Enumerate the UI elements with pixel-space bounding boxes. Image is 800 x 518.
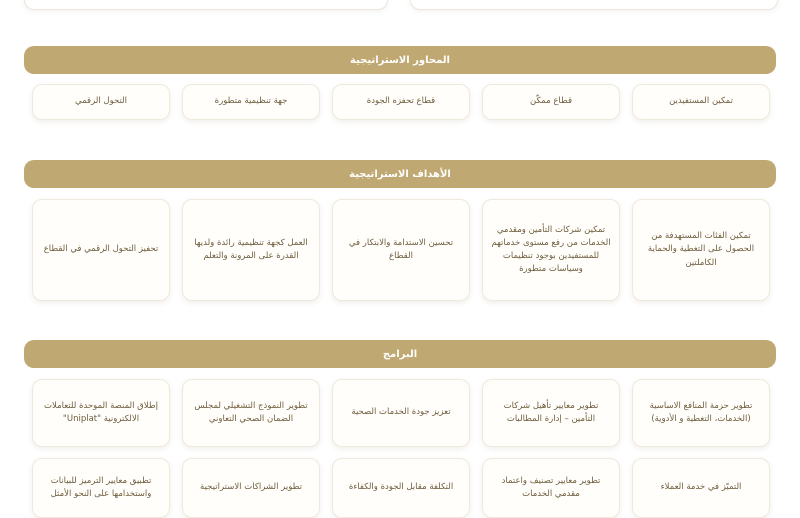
goal-card-3: تحسين الاستدامة والابتكار في القطاع	[332, 199, 470, 301]
top-card-left	[24, 0, 388, 10]
program-card-6: التميّز في خدمة العملاء	[632, 458, 770, 518]
section-title-programs: البرامج	[382, 348, 418, 360]
axis-card-5: التحول الرقمي	[32, 84, 170, 120]
axis-card-4: جهة تنظيمية متطورة	[182, 84, 320, 120]
program-card-7: تطوير معايير تصنيف واعتماد مقدمي الخدمات	[482, 458, 620, 518]
program-card-3: تعزيز جودة الخدمات الصحية	[332, 379, 470, 447]
top-card-right	[410, 0, 778, 10]
goal-card-4: العمل كجهة تنظيمية رائدة ولديها القدرة على المرونة والتعلم	[182, 199, 320, 301]
goal-card-2: تمكين شركات التأمين ومقدمي الخدمات من رفع مستوى خدماتهم للمستفيدين بوجود تنظيمات وسياسات متطورة	[482, 199, 620, 301]
program-card-8: التكلفة مقابل الجودة والكفاءة	[332, 458, 470, 518]
section-title-axes: المحاور الاستراتيجية	[350, 54, 450, 66]
program-card-10: تطبيق معايير الترميز للبيانات واستخدامها على النحو الأمثل	[32, 458, 170, 518]
section-header-programs	[24, 340, 776, 368]
program-card-5: إطلاق المنصة الموحدة للتعاملات الالكترونية "Uniplat"	[32, 379, 170, 447]
program-card-1: تطوير حزمة المنافع الاساسية (الخدمات، التغطية و الأدوية)	[632, 379, 770, 447]
axis-card-1: تمكين المستفيدين	[632, 84, 770, 120]
goal-card-1: تمكين الفئات المستهدفة من الحصول على التغطية والحماية الكاملتين	[632, 199, 770, 301]
program-card-4: تطوير النموذج التشغيلي لمجلس الضمان الصحي التعاوني	[182, 379, 320, 447]
section-header-goals	[24, 160, 776, 188]
axis-card-2: قطاع ممكّن	[482, 84, 620, 120]
axis-card-3: قطاع تحفزه الجودة	[332, 84, 470, 120]
section-title-goals: الأهداف الاستراتيجية	[349, 168, 451, 180]
program-card-9: تطوير الشراكات الاستراتيجية	[182, 458, 320, 518]
program-card-2: تطوير معايير تأهيل شركات التأمين – إدارة المطالبات	[482, 379, 620, 447]
section-header-axes	[24, 46, 776, 74]
goal-card-5: تحفيز التحول الرقمي في القطاع	[32, 199, 170, 301]
